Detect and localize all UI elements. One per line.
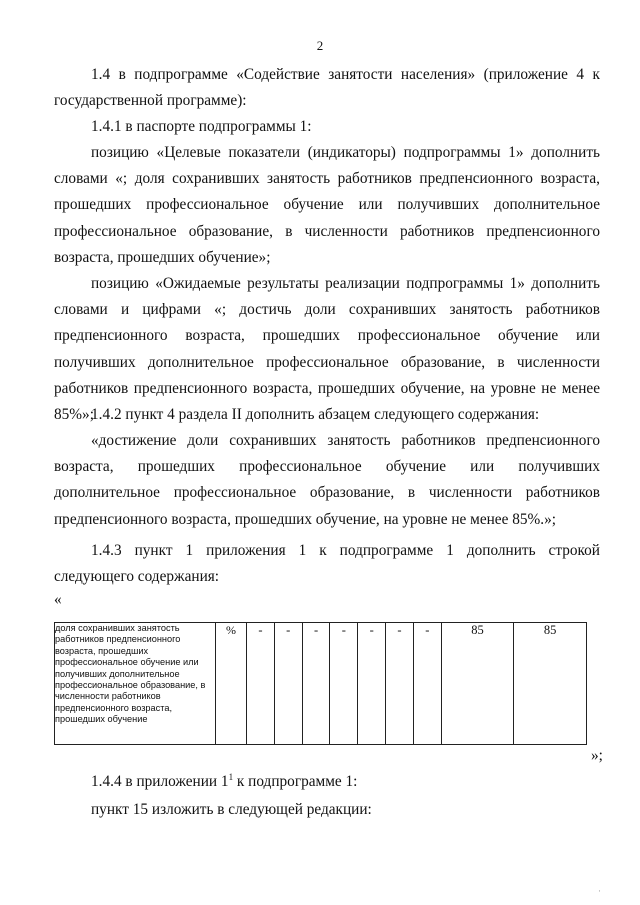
value-cell-7: - [413, 623, 441, 745]
value-cell-5: - [358, 623, 386, 745]
value-cell-4: - [330, 623, 358, 745]
value-cell-9: 85 [514, 623, 587, 745]
indicator-name-cell: доля сохранивших занятость работников предпенсионного возраста, прошедших профессиональное обучение или получивших дополнительное профессиональное образование, в численности работников предпенсионного возраста, прошедших обучение [55, 623, 216, 745]
section-1-4-3: 1.4.3 пункт 1 приложения 1 к подпрограмме 1 дополнить строкой следующего содержания: [54, 542, 600, 586]
paragraph-quoted-addition: «достижение доли сохранивших занятость работников предпенсионного возраста, прошедших профессиональное обучение или получивших дополнительное профессиональное образование, в численности работников предпенсионного возраста, прошедших обучение, на уровне не менее 85%.»; [54, 432, 600, 528]
unit-cell: % [216, 623, 247, 745]
section-1-4-1: 1.4.1 в паспорте подпрограммы 1: [91, 118, 312, 135]
paragraph-expected-results: позицию «Ожидаемые результаты реализации подпрограммы 1» дополнить словами и цифрами «; достичь доли сохранивших занятость работников предпенсионного возраста, прошедших профессиональное обучение или получивших дополнительное профессиональное образование, в численности работников предпенсионного возраста, прошедших обучение, на уровне не менее 85%»; [54, 275, 600, 424]
value-cell-2: - [274, 623, 302, 745]
paragraph-targets: позицию «Целевые показатели (индикаторы) подпрограммы 1» дополнить словами «; доля сохранивших занятость работников предпенсионного возраста, прошедших профессиональное обучение или получивших дополнительное профессиональное образование, в численности работников предпенсионного возраста, прошедших обучение»; [54, 144, 600, 266]
section-1-4-4-prefix: 1.4.4 в приложении 1 [91, 773, 229, 790]
closing-quote-mark: »; [591, 747, 603, 764]
value-cell-1: - [247, 623, 275, 745]
table-row [55, 623, 587, 745]
corner-mark: · [598, 886, 601, 896]
opening-quote-mark: « [54, 591, 62, 608]
section-1-4-2: 1.4.2 пункт 4 раздела II дополнить абзацем следующего содержания: [91, 406, 540, 423]
value-cell-3: - [302, 623, 330, 745]
indicator-table [54, 622, 587, 745]
section-1-4: 1.4 в подпрограмме «Содействие занятости населения» (приложение 4 к государственной программе): [54, 66, 600, 110]
value-cell-8: 85 [441, 623, 514, 745]
value-cell-6: - [386, 623, 414, 745]
page-number: 2 [316, 38, 324, 53]
superscript: 1 [228, 771, 234, 782]
paragraph-item-15: пункт 15 изложить в следующей редакции: [91, 801, 372, 818]
section-1-4-4 [54, 769, 600, 795]
section-1-4-4-suffix: к подпрограмме 1: [233, 773, 358, 790]
